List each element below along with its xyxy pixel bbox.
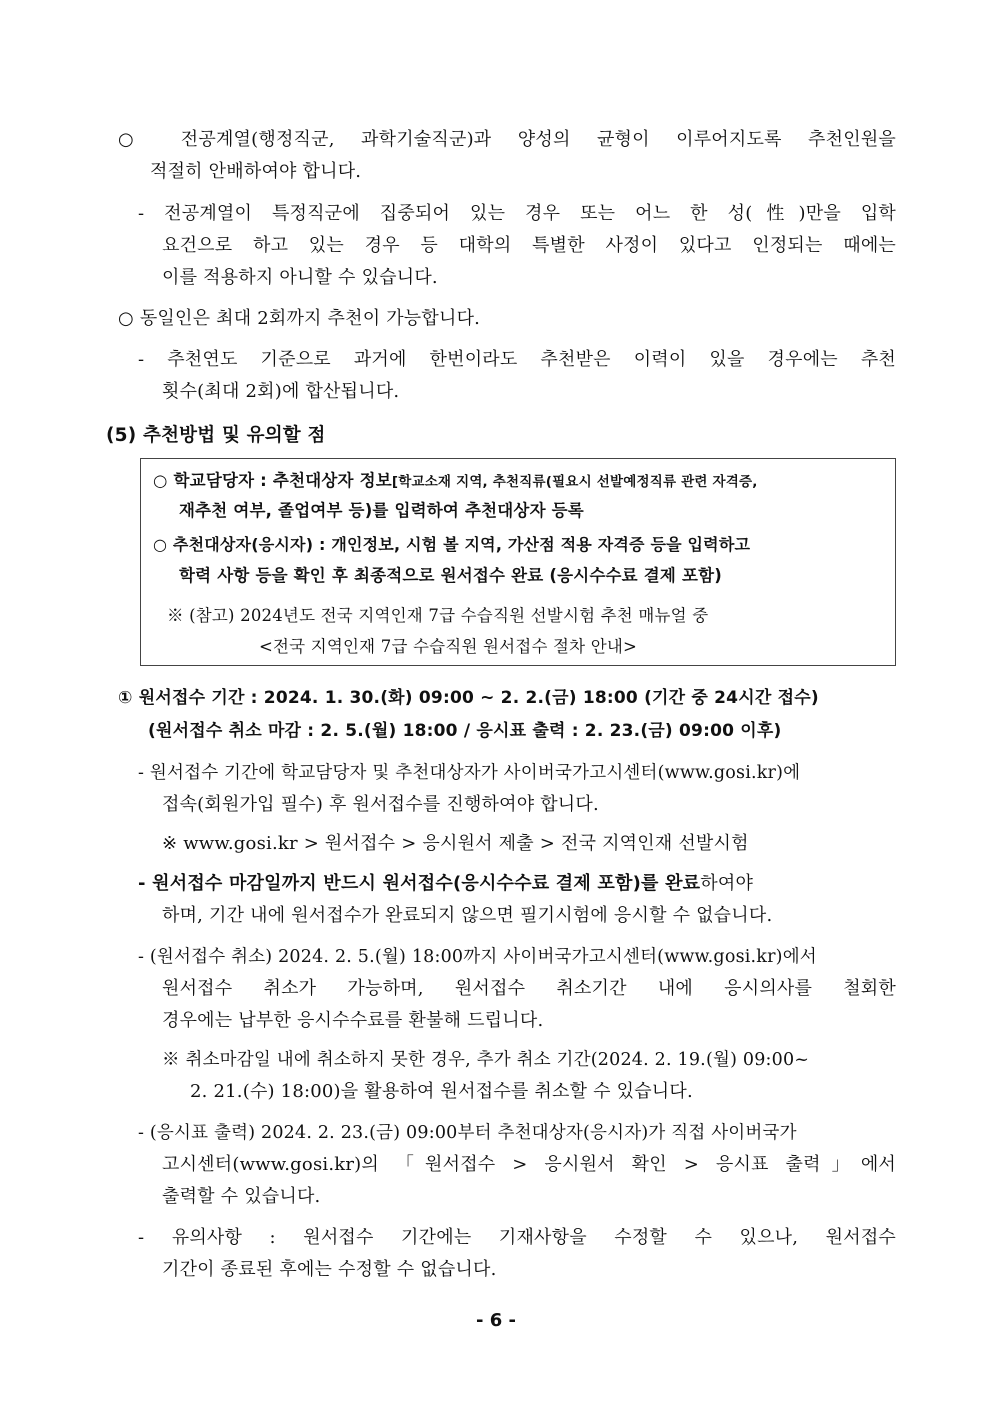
paragraph-line: ○ 전공계열(행정직군, 과학기술직군)과 양성의 균형이 이루어지도록 추천인원을 bbox=[118, 129, 896, 150]
item-title: ① 원서접수 기간 : 2024. 1. 30.(화) 09:00 ~ 2. 2.(금) 18:00 (기간 중 24시간 접수) bbox=[118, 688, 819, 708]
sub-item-line: - (응시표 출력) 2024. 2. 23.(금) 09:00부터 추천대상자(응시자)가 직접 사이버국가 bbox=[138, 1123, 797, 1143]
page-number: - 6 - bbox=[476, 1310, 516, 1331]
paragraph-line: 적절히 안배하여야 합니다. bbox=[150, 161, 362, 182]
note-line: ※ www.gosi.kr > 원서접수 > 응시원서 제출 > 전국 지역인재 선발시험 bbox=[162, 833, 749, 854]
box-item-line bbox=[153, 469, 758, 494]
sub-item-line: - 추천연도 기준으로 과거에 한번이라도 추천받은 이력이 있을 경우에는 추천 bbox=[138, 349, 896, 370]
procedure-box bbox=[140, 458, 896, 666]
sub-item-line: 이를 적용하지 아니할 수 있습니다. bbox=[162, 267, 438, 288]
emphasis-text: - 원서접수 마감일까지 반드시 원서접수(응시수수료 결제 포함)를 완료 bbox=[138, 873, 701, 894]
section-heading: (5) 추천방법 및 유의할 점 bbox=[106, 425, 326, 446]
sub-item-line: 하며, 기간 내에 원서접수가 완료되지 않으면 필기시험에 응시할 수 없습니다. bbox=[162, 905, 773, 926]
box-note-line: ※ (참고) 2024년도 전국 지역인재 7급 수습직원 선발시험 추천 매뉴얼 중 bbox=[167, 606, 709, 625]
box-item-line: ○ 추천대상자(응시자) : 개인정보, 시험 볼 지역, 가산점 적용 자격증 등을 입력하고 bbox=[153, 535, 751, 554]
note-line: 2. 21.(수) 18:00)을 활용하여 원서접수를 취소할 수 있습니다. bbox=[190, 1081, 693, 1102]
sub-item-line: 기간이 종료된 후에는 수정할 수 없습니다. bbox=[162, 1259, 497, 1280]
sub-item-line: - 원서접수 기간에 학교담당자 및 추천대상자가 사이버국가고시센터(www.gosi.kr)에 bbox=[138, 763, 801, 783]
box-note-line: <전국 지역인재 7급 수습직원 원서접수 절차 안내> bbox=[259, 637, 638, 656]
sub-item-line: 횟수(최대 2회)에 합산됩니다. bbox=[162, 381, 400, 402]
paragraph-line: ○ 동일인은 최대 2회까지 추천이 가능합니다. bbox=[118, 308, 481, 329]
box-item-line: 재추천 여부, 졸업여부 등)를 입력하여 추천대상자 등록 bbox=[179, 501, 584, 520]
sub-item-line: - 유의사항 : 원서접수 기간에는 기재사항을 수정할 수 있으나, 원서접수 bbox=[138, 1227, 896, 1248]
sub-item-line: - (원서접수 취소) 2024. 2. 5.(월) 18:00까지 사이버국가고시센터(www.gosi.kr)에서 bbox=[138, 947, 817, 967]
note-line: ※ 취소마감일 내에 취소하지 못한 경우, 추가 취소 기간(2024. 2. 19.(월) 09:00~ bbox=[162, 1050, 810, 1070]
sub-item-line: 경우에는 납부한 응시수수료를 환불해 드립니다. bbox=[162, 1010, 544, 1031]
box-item-detail: [학교소재 지역, 추천직류(필요시 선발예정직류 관련 자격증, bbox=[391, 474, 758, 490]
sub-item-line: - 전공계열이 특정직군에 집중되어 있는 경우 또는 어느 한 성(性)만을 입학 bbox=[138, 203, 896, 224]
sub-item-line: 접속(회원가입 필수) 후 원서접수를 진행하여야 합니다. bbox=[162, 794, 599, 815]
sub-item-line: 출력할 수 있습니다. bbox=[162, 1186, 321, 1207]
box-item-line: 학력 사항 등을 확인 후 최종적으로 원서접수 완료 (응시수수료 결제 포함) bbox=[179, 566, 722, 585]
box-item-label: ○ 학교담당자 : 추천대상자 정보 bbox=[153, 471, 392, 490]
sub-item-text: 하여야 bbox=[700, 873, 754, 894]
sub-item-line: 고시센터(www.gosi.kr)의 「원서접수 > 응시원서 확인 > 응시표 출력」에서 bbox=[162, 1154, 896, 1175]
sub-item-line bbox=[138, 872, 753, 896]
sub-item-line: 원서접수 취소가 가능하며, 원서접수 취소기간 내에 응시의사를 철회한 bbox=[162, 978, 896, 999]
item-title: (원서접수 취소 마감 : 2. 5.(월) 18:00 / 응시표 출력 : 2. 23.(금) 09:00 이후) bbox=[148, 721, 782, 741]
sub-item-line: 요건으로 하고 있는 경우 등 대학의 특별한 사정이 있다고 인정되는 때에는 bbox=[162, 235, 896, 256]
